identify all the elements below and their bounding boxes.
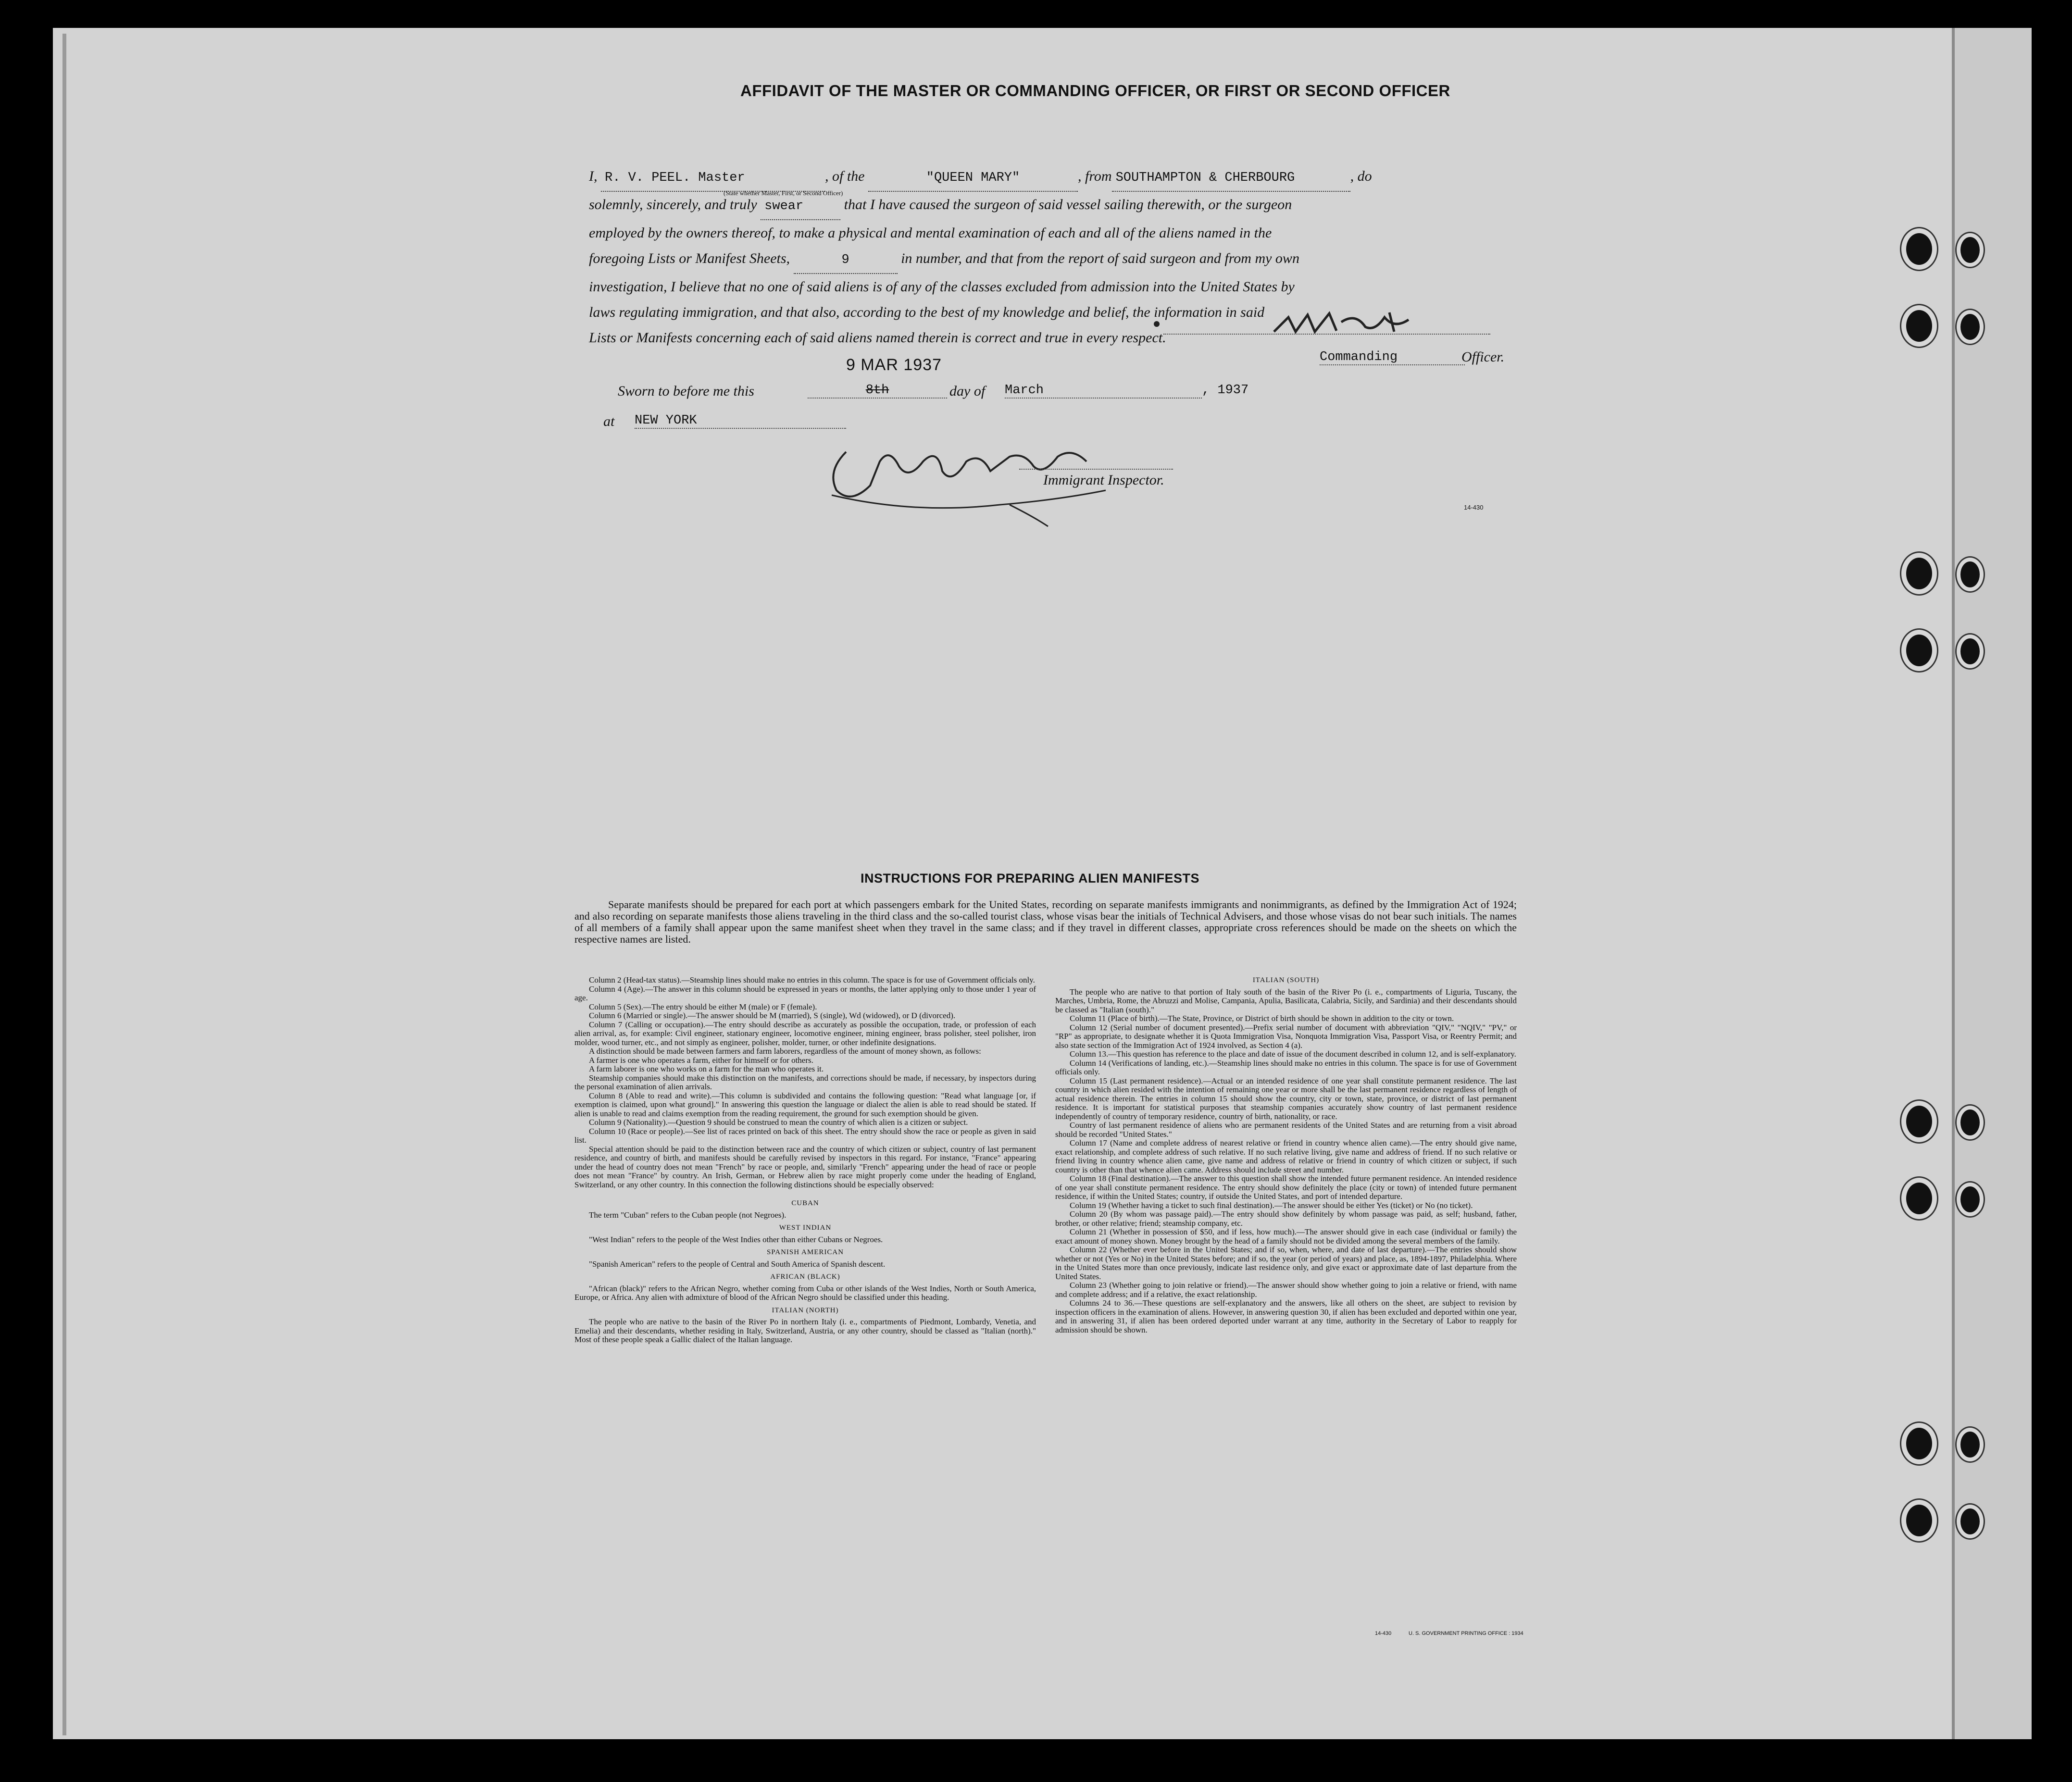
paragraph: Column 21 (Whether in possession of $50, and if less, how much).—The answer should give in each case (individual or family) the exact amount of money shown. Money brought by the head of a family should not be divided among the several members of the family. <box>1055 1227 1517 1246</box>
paragraph: Column 6 (Married or single).—The answer should be M (married), S (single), Wd (widowed), or D (divorced). <box>589 1011 956 1020</box>
section-heading: ITALIAN (SOUTH) <box>1252 976 1320 984</box>
paragraph: A farmer is one who operates a farm, either for himself or for others. <box>589 1055 813 1065</box>
date-stamp: 9 MAR 1937 <box>846 356 942 374</box>
text: solemnly, sincerely, and truly <box>589 197 757 212</box>
section-heading: AFRICAN (BLACK) <box>770 1273 840 1281</box>
paragraph: Column 4 (Age).—The answer in this column should be expressed in years or months, the latter applying only to those under 1 year of age. <box>574 984 1036 1002</box>
binder-hole-icon <box>1957 1106 1984 1139</box>
affidavit-line-6: laws regulating immigration, and that also, according to the best of my knowledge and belief, the information in said <box>589 304 1265 320</box>
officer-signature-line <box>1163 334 1490 335</box>
paragraph: Columns 24 to 36.—These questions are self-explanatory and the answers, like all others on the sheet, are subject to revision by inspection officers in the examination of aliens. However, in answering question 30, if alien has been excluded and deported within one year, and in answering 31, if alien has been ordered deported under warrant at any time, authority in the Secretary of Labor to reapply for admission should be shown. <box>1055 1298 1517 1334</box>
paragraph: Column 17 (Name and complete address of nearest relative or friend in country whence alien came).—The entry should give name, exact relationship, and complete address of such relative. If no such relative living, give name and address of friend. If no such relative or friend living in country whence alien came, give name and address of relative or friend in country of which citizen or subject, if such country is other than that whence alien came. Address should include street and number. <box>1055 1138 1517 1174</box>
inspector-label: Immigrant Inspector. <box>1043 472 1164 488</box>
paragraph: A farm laborer is one who works on a farm for the man who operates it. <box>589 1064 824 1073</box>
paragraph: "West Indian" refers to the people of the West Indies other than either Cubans or Negroes. <box>589 1234 883 1244</box>
paragraph: Column 5 (Sex).—The entry should be either M (male) or F (female). <box>589 1002 817 1011</box>
instructions-intro: Separate manifests should be prepared for each port at which passengers embark for the United States, recording on separate manifests immigrants and nonimmigrants, as defined by the Immigration Act of 1924; and also recording on separate manifests those aliens traveling in the third class and the so-called tourist class, whose visas bear the initials of Technical Advisers, and those whose visas do not bear such initials. The names of all members of a family shall appear upon the same manifest sheet when they travel in the same class; and if they travel in different classes, appropriate cross references should be made on the sheets on which the respective names are listed. <box>574 898 1517 945</box>
affidavit-line-4 <box>589 246 1517 274</box>
affidavit-line-3: employed by the owners thereof, to make a physical and mental examination of each and all of the aliens named in the <box>589 225 1272 241</box>
officer-label: Officer. <box>1461 349 1505 365</box>
section-heading: ITALIAN (NORTH) <box>772 1306 839 1314</box>
section-heading: SPANISH AMERICAN <box>766 1248 844 1256</box>
affidavit-line-1 <box>589 163 1517 192</box>
binder-hole-icon <box>1957 310 1984 344</box>
paragraph: Column 13.—This question has reference to the place and date of issue of the document described in column 12, and is self-explanatory. <box>1070 1049 1516 1059</box>
paragraph: Column 19 (Whether having a ticket to such final destination).—The answer should be either Yes (ticket) or No (no ticket). <box>1070 1200 1473 1210</box>
paragraph: "Spanish American" refers to the people of Central and South America of Spanish descent. <box>589 1259 886 1269</box>
vessel-name-field: "QUEEN MARY" <box>868 165 1078 192</box>
paragraph: Column 20 (By whom was passage paid).—The entry should show definitely by whom passage was paid, as self; husband, father, brother, or other relative; friend; steamship company, etc. <box>1055 1209 1517 1228</box>
officer-title-field: Commanding <box>1320 350 1465 365</box>
at-label: at <box>603 413 615 429</box>
binder-hole-icon <box>1901 1101 1937 1142</box>
paragraph: Special attention should be paid to the distinction between race and the country of which citizen or subject, country of last permanent residence, and country of birth, and manifests should be carefully revised by inspectors in this regard. For instance, "France" appearing under the head of country does not mean "French" by race or people, and, similarly "French" appearing under the head of race or people does not mean "France" by country. An Irish, German, or Hebrew alien by race might properly come under the heading of England, Switzerland, or any other country. In this connection the following distinctions should be especially observed: <box>574 1144 1036 1189</box>
binder-hole-icon <box>1901 1423 1937 1464</box>
sheet-fold-line <box>62 34 66 1735</box>
paragraph: Column 22 (Whether ever before in the United States; and if so, when, where, and date of last departure).—The entries should show whether or not (Yes or No) in the United States before; and if so, the year (or period of years) and place, as, 1894-1897, Philadelphia. Where in the United States more than once previously, indicate last residence only, and give exact or approximate date of last departure from the United States. <box>1055 1245 1517 1281</box>
officer-signature-icon <box>1269 303 1428 341</box>
form-number: 14-430 <box>1464 504 1484 511</box>
binder-hole-icon <box>1957 1428 1984 1461</box>
sworn-place-field: NEW YORK <box>635 413 846 429</box>
paragraph: Column 18 (Final destination).—The answer to this question shall show the intended future permanent residence. An intended residence of one year shall constitute permanent residence. The entry should show definitely the place (city or town) of intended future permanent residence, if within the United States; country, if outside the United States, and port of intended departure. <box>1055 1174 1517 1201</box>
paragraph: Column 9 (Nationality).—Question 9 should be construed to mean the country of which alien is a citizen or subject. <box>589 1118 968 1127</box>
affidavit-title: AFFIDAVIT OF THE MASTER OR COMMANDING OFFICER, OR FIRST OR SECOND OFFICER <box>740 82 1450 100</box>
binder-hole-icon <box>1901 305 1937 347</box>
affidavit-line-5: investigation, I believe that no one of said aliens is of any of the classes excluded from admission into the United States by <box>589 279 1295 295</box>
binder-hole-icon <box>1957 233 1984 267</box>
binder-hole-icon <box>1957 558 1984 591</box>
binder-hole-icon <box>1957 1183 1984 1216</box>
officer-name-field: R. V. PEEL. Master <box>601 165 825 192</box>
section-heading: CUBAN <box>791 1199 819 1207</box>
sworn-month-field: March <box>1005 383 1202 399</box>
paragraph: The people who are native to the basin of the River Po in northern Italy (i. e., compartments of Piedmont, Lombardy, Venetia, and Emelia) and their descendants, whether residing in Italy, Switzerland, Austria, or any other country, should be classed as "Italian (north)." Most of these people speak a Gallic dialect of the Italian language. <box>574 1317 1036 1344</box>
paragraph: Column 14 (Verifications of landing, etc.).—Steamship lines should make no entries in this column. The space is for use of Government officials only. <box>1055 1058 1517 1076</box>
signature-dot <box>1154 321 1160 327</box>
text: , from <box>1078 168 1112 184</box>
paragraph: Steamship companies should make this distinction on the manifests, and corrections should be made, if necessary, by inspectors during the personal examination of alien arrivals. <box>574 1073 1036 1091</box>
paragraph: Column 2 (Head-tax status).—Steamship lines should make no entries in this column. The space is for use of Government officials only. <box>589 975 1035 984</box>
inspector-signature-line <box>1019 469 1173 470</box>
binder-hole-icon <box>1901 1500 1937 1541</box>
binder-hole-icon <box>1901 553 1937 594</box>
binder-hole-icon <box>1901 630 1937 671</box>
binder-hole-icon <box>1901 228 1937 270</box>
affidavit-line-7: Lists or Manifests concerning each of said aliens named therein is correct and true in every respect. <box>589 330 1166 346</box>
binder-hole-icon <box>1901 1178 1937 1219</box>
text: in number, and that from the report of said surgeon and from my own <box>901 250 1299 266</box>
sworn-year-field: , 1937 <box>1202 383 1249 398</box>
day-of-label: day of <box>949 383 986 399</box>
port-from-field: SOUTHAMPTON & CHERBOURG <box>1112 165 1350 192</box>
sworn-day-field: 8th <box>808 383 947 399</box>
section-heading: WEST INDIAN <box>779 1224 832 1232</box>
binder-edge <box>1952 28 2032 1739</box>
paragraph: A distinction should be made between farmers and farm laborers, regardless of the amount of money shown, as follows: <box>589 1047 981 1056</box>
paragraph: The people who are native to that portion of Italy south of the basin of the River Po (i. e., compartments of Liguria, Tuscany, the Marches, Umbria, Rome, the Abruzzi and Molise, Campania, Apulia, Basilicata, Calabria, Sicily, and Sardinia) and their descendants should be classed as "Italian (south)." <box>1055 987 1517 1014</box>
paragraph: Column 12 (Serial number of document presented).—Prefix serial number of document with abbreviation "QIV," "NQIV," "PV," or "RP" as appropriate, to designate whether it is Quota Immigration Visa, Nonquota Immigration Visa, Passport Visa, or Reentry Permit; and also state section of the Immigration Act of 1924 involved, as Section 4 (a). <box>1055 1022 1517 1050</box>
footer-form-number: 14-430 <box>1375 1631 1392 1636</box>
officer-note: (State whether Master, First, or Second Officer) <box>724 189 843 197</box>
instructions-right-column <box>1055 976 1517 1334</box>
instructions-title: INSTRUCTIONS FOR PREPARING ALIEN MANIFESTS <box>861 871 1200 885</box>
binder-hole-icon <box>1957 1505 1984 1538</box>
sworn-label: Sworn to before me this <box>618 383 754 399</box>
instructions-left-column <box>574 976 1036 1345</box>
paragraph: Column 23 (Whether going to join relative or friend).—The answer should show whether going to join a relative or friend, with name and complete address; and if a relative, the exact relationship. <box>1055 1281 1517 1299</box>
text: , of the <box>825 168 865 184</box>
paragraph: Column 7 (Calling or occupation).—The entry should describe as accurately as possible the occupation, trade, or profession of each alien arrival, as, for example: Civil engineer, stationary engineer, locomotive engineer, mining engineer, brass polisher, steel polisher, iron molder, wood turner, etc., and not simply as engineer, polisher, molder, turner, or other indefinite designations. <box>574 1020 1036 1047</box>
paragraph: Column 8 (Able to read and write).—This column is subdivided and contains the following question: "Read what language [or, if exemption is claimed, upon what ground]." In answering this question the language or dialect the alien is able to read should be stated. If alien is unable to read and claims exemption from the reading requirement, the ground for such exemption should be given. <box>574 1091 1036 1118</box>
binder-hole-icon <box>1957 635 1984 668</box>
paragraph: Column 15 (Last permanent residence).—Actual or an intended residence of one year shall constitute permanent residence. The last country in which alien resided with the intention of remaining one year or more shall be the last permanent residence regardless of length of actual residence therein. The entries in column 15 should show the country, city or town, state, province, or district of last permanent residence. It is important for statistical purposes that steamship companies accurately show country of last permanent residence independently of country of temporary residence, country of birth, nationality, or race. <box>1055 1076 1517 1121</box>
sheet-count-field: 9 <box>794 248 898 274</box>
paragraph: The term "Cuban" refers to the Cuban people (not Negroes). <box>589 1210 786 1220</box>
paragraph: Country of last permanent residence of aliens who are permanent residents of the United States and are returning from a visit abroad should be recorded "United States." <box>1055 1121 1517 1139</box>
paragraph: "African (black)" refers to the African Negro, whether coming from Cuba or other islands of the West Indies, North or South America, Europe, or Africa. Any alien with admixture of blood of the African Negro should be classified under this heading. <box>574 1284 1036 1302</box>
text: , do <box>1350 168 1372 184</box>
text: I, <box>589 168 598 184</box>
text: that I have caused the surgeon of said vessel sailing therewith, or the surgeon <box>844 197 1292 212</box>
footer-printer: U. S. GOVERNMENT PRINTING OFFICE : 1934 <box>1409 1631 1523 1636</box>
paragraph: Column 10 (Race or people).—See list of races printed on back of this sheet. The entry should show the race or people as given in said list. <box>574 1126 1036 1145</box>
oath-field: swear <box>761 194 840 220</box>
text: foregoing Lists or Manifest Sheets, <box>589 250 790 266</box>
paragraph: Column 11 (Place of birth).—The State, Province, or District of birth should be shown in addition to the city or town. <box>1070 1014 1454 1023</box>
